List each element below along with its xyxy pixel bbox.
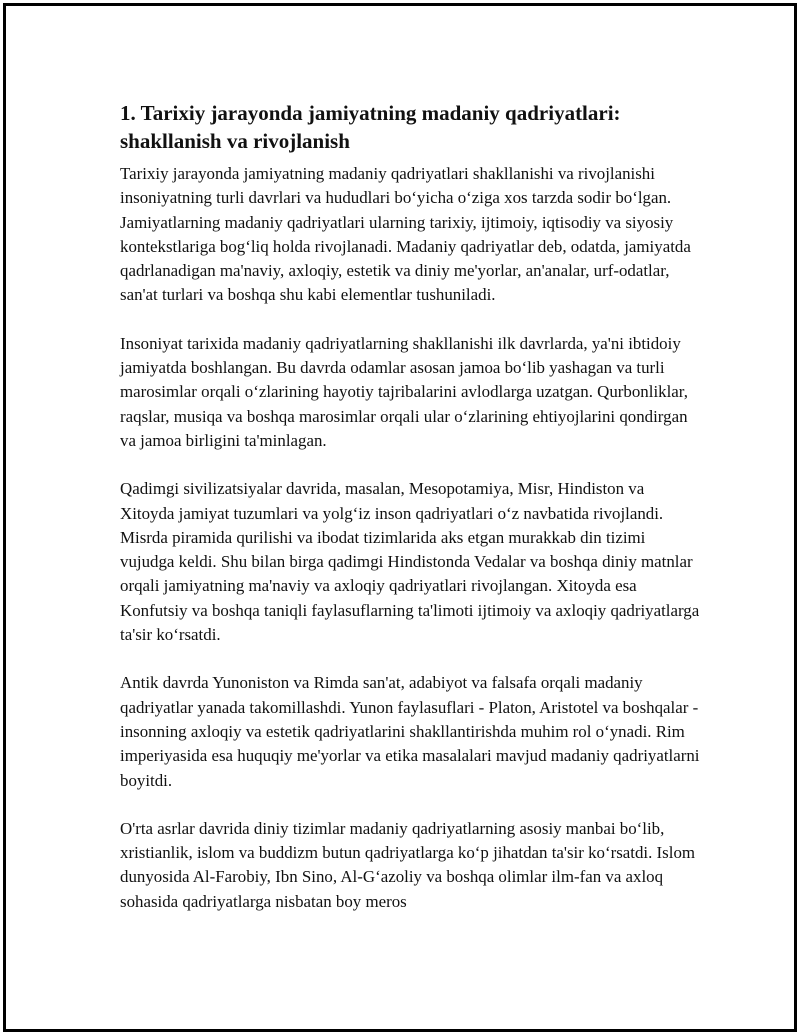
paragraph-5: O'rta asrlar davrida diniy tizimlar madaniy qadriyatlarning asosiy manbai boʻlib, xristianlik, islom va buddizm butun qadriyatlarga koʻp jihatdan ta'sir koʻrsatdi. Islom dunyosida Al-Farobiy, Ibn Sino, Al-Gʻazoliy va boshqa olimlar ilm-fan va axloq sohasida qadriyatlarga nisbatan boy meros <box>120 818 696 911</box>
document-body <box>120 99 700 938</box>
paragraph-1: Tarixiy jarayonda jamiyatning madaniy qadriyatlari shakllanishi va rivojlanishi insoniyatning turli davrlari va hududlari boʻyicha oʻziga xos tarzda sodir boʻlgan. Jamiyatlarning madaniy qadriyatlari ularning tarixiy, ijtimoiy, iqtisodiy va siyosiy kontekstlariga bogʻliq holda rivojlanadi. Madaniy qadriyatlar deb, odatda, jamiyatda qadrlanadigan ma'naviy, axloqiy, estetik va diniy me'yorlar, an'analar, urf-odatlar, san'at turlari va boshqa shu kabi elementlar tushuniladi. <box>120 164 691 305</box>
paragraph-3: Qadimgi sivilizatsiyalar davrida, masalan, Mesopotamiya, Misr, Hindiston va Xitoyda jamiyat tuzumlari va yolgʻiz inson qadriyatlari oʻz navbatida rivojlandi. Misrda piramida qurilishi va ibodat tizimlarida aks etgan murakkab din tizimi vujudga keldi. Shu bilan birga qadimgi Hindistonda Vedalar va boshqa diniy matnlar orqali jamiyatning ma'naviy va axloqiy qadriyatlari rivojlangan. Xitoyda esa Konfutsiy va boshqa taniqli faylasuflarning ta'limoti ijtimoiy va axloqiy qadriyatlarga ta'sir koʻrsatdi. <box>120 479 700 645</box>
paragraph-4: Antik davrda Yunoniston va Rimda san'at, adabiyot va falsafa orqali madaniy qadriyatlar yanada takomillashdi. Yunon faylasuflari - Platon, Aristotel va boshqalar - insonning axloqiy va estetik qadriyatlarini shakllantirishda muhim rol oʻynadi. Rim imperiyasida esa huquqiy me'yorlar va etika masalalari mavjud madaniy qadriyatlarni boyitdi. <box>120 673 700 790</box>
page-frame <box>3 3 797 1032</box>
paragraph-2: Insoniyat tarixida madaniy qadriyatlarning shakllanishi ilk davrlarda, ya'ni ibtidoiy jamiyatda boshlangan. Bu davrda odamlar asosan jamoa boʻlib yashagan va turli marosimlar orqali oʻzlarining hayotiy tajribalarini avlodlarga uzatgan. Qurbonliklar, raqslar, musiqa va boshqa marosimlar orqali ular oʻzlarining ehtiyojlarini qondirgan va jamoa birligini ta'minlagan. <box>120 333 688 450</box>
section-heading: 1. Tarixiy jarayonda jamiyatning madaniy qadriyatlari: shakllanish va rivojlanish <box>120 101 621 153</box>
